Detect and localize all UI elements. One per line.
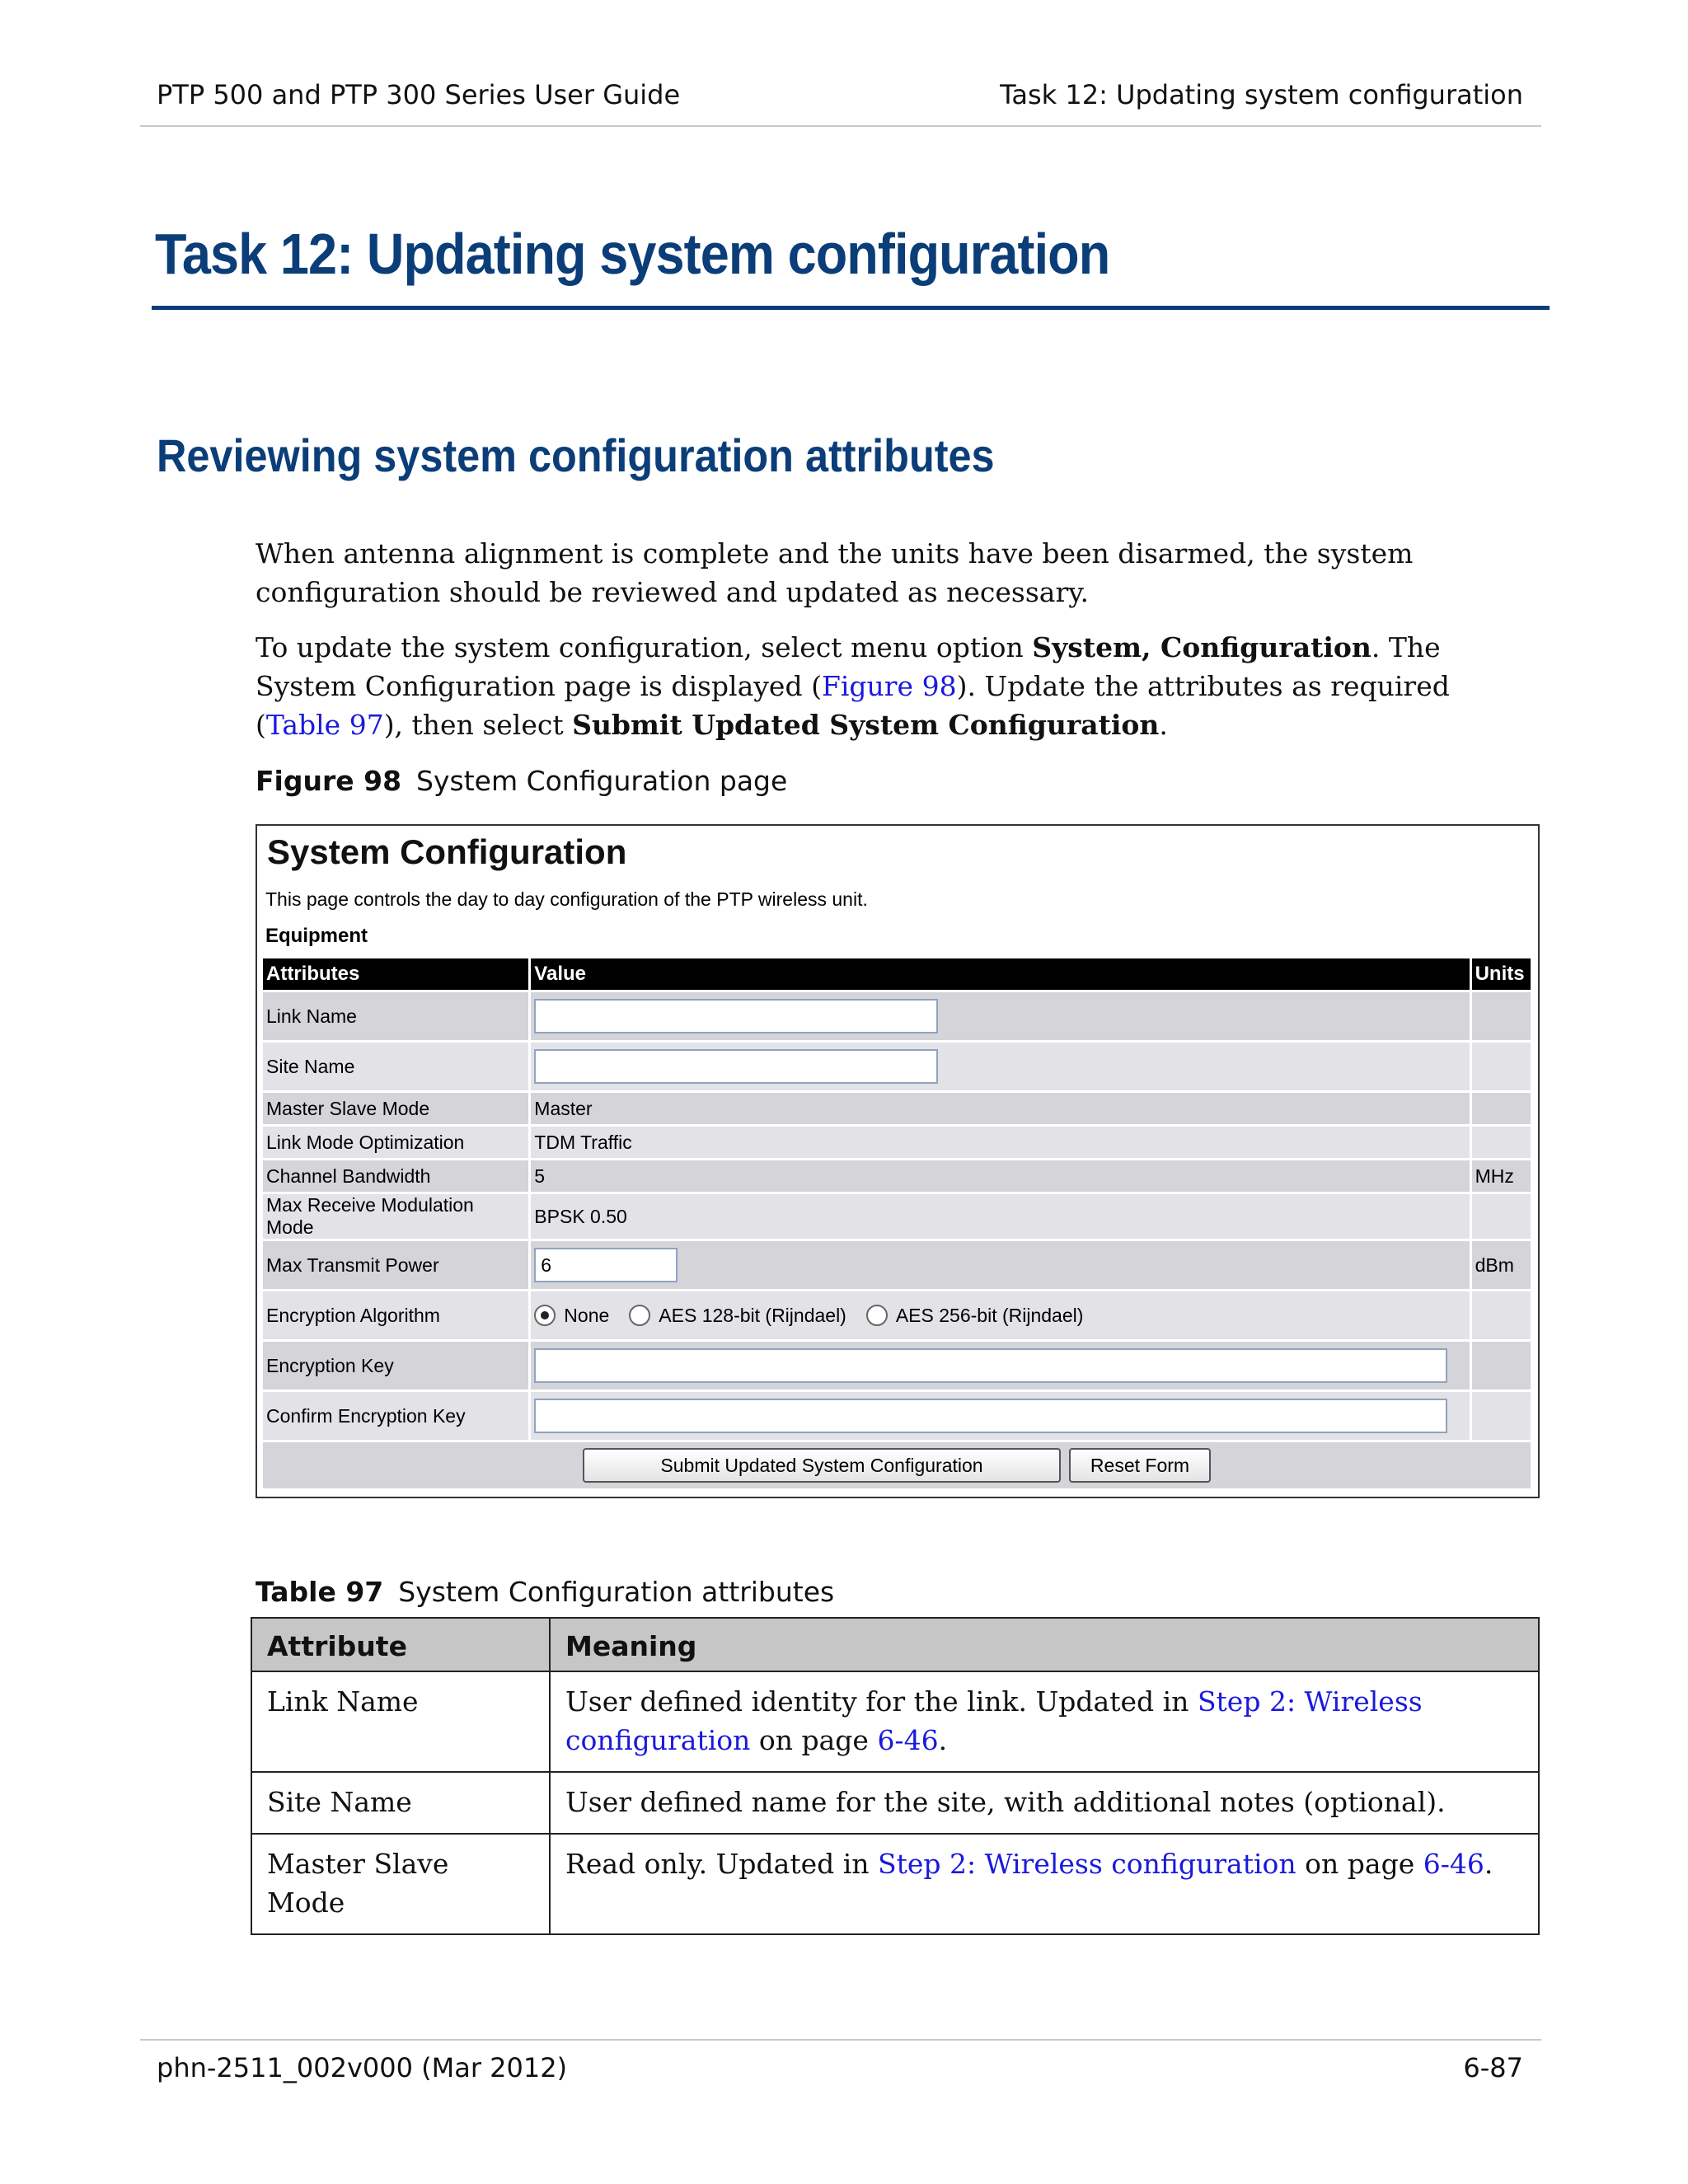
- page-number: 6-87: [1463, 2052, 1523, 2083]
- footer-document-id: phn-2511_002v000 (Mar 2012): [157, 2052, 568, 2083]
- radio-aes-128-label: AES 128-bit (Rijndael): [659, 1304, 846, 1326]
- row-master-slave-mode: [263, 1093, 1531, 1124]
- max-transmit-power-input[interactable]: [534, 1248, 678, 1282]
- table-97-link[interactable]: Table 97: [265, 709, 384, 741]
- row-channel-bandwidth: [263, 1160, 1531, 1192]
- figure-caption: Figure 98 System Configuration page: [256, 765, 788, 797]
- value-link-mode-optimization: TDM Traffic: [531, 1127, 1469, 1158]
- unit-link-mode-optimization: [1472, 1127, 1531, 1158]
- link-name-input[interactable]: [534, 999, 938, 1033]
- meaning-cell: User defined identity for the link. Updated in Step 2: Wireless configuration on page 6-46.: [550, 1671, 1539, 1772]
- page-link[interactable]: 6-46: [877, 1724, 939, 1756]
- label-encryption-algorithm: Encryption Algorithm: [263, 1291, 528, 1339]
- intro-paragraph: When antenna alignment is complete and the units have been disarmed, the system configuration should be reviewed and updated as necessary.: [256, 537, 1414, 608]
- step-2-link[interactable]: Step 2: Wireless configuration: [565, 1685, 1423, 1756]
- unit-channel-bandwidth: MHz: [1472, 1160, 1531, 1192]
- encryption-key-input[interactable]: [534, 1348, 1447, 1383]
- row-confirm-encryption-key: [263, 1392, 1531, 1440]
- attribute-cell: Link Name: [251, 1671, 550, 1772]
- instructions-paragraph: To update the system configuration, select menu option System, Configuration. The System Configuration page is displayed (Figure 98). Update the attributes as required (Table 97), then select Submit Updated System Configuration.: [256, 631, 1450, 741]
- button-row: [263, 1442, 1531, 1488]
- unit-max-transmit-power: dBm: [1472, 1241, 1531, 1289]
- label-master-slave-mode: Master Slave Mode: [263, 1093, 528, 1124]
- label-site-name: Site Name: [263, 1043, 528, 1090]
- site-name-input[interactable]: [534, 1049, 938, 1084]
- meaning-cell: User defined name for the site, with additional notes (optional).: [550, 1772, 1539, 1834]
- reset-form-button[interactable]: Reset Form: [1069, 1448, 1211, 1483]
- confirm-encryption-key-input[interactable]: [534, 1399, 1447, 1433]
- screen-description: This page controls the day to day configuration of the PTP wireless unit.: [265, 888, 868, 910]
- label-channel-bandwidth: Channel Bandwidth: [263, 1160, 528, 1192]
- unit-confirm-encryption-key: [1472, 1392, 1531, 1440]
- label-confirm-encryption-key: Confirm Encryption Key: [263, 1392, 528, 1440]
- attribute-cell: Site Name: [251, 1772, 550, 1834]
- attribute-cell: Master Slave Mode: [251, 1834, 550, 1934]
- submit-option-text: Submit Updated System Configuration: [572, 709, 1160, 741]
- unit-encryption-key: [1472, 1342, 1531, 1390]
- radio-aes-256-label: AES 256-bit (Rijndael): [895, 1304, 1084, 1326]
- row-encryption-algorithm: [263, 1291, 1531, 1339]
- unit-link-name: [1472, 992, 1531, 1040]
- radio-aes-256[interactable]: [866, 1305, 888, 1326]
- value-master-slave-mode: Master: [531, 1093, 1469, 1124]
- table-row: [251, 1834, 1539, 1934]
- title-rule: [152, 306, 1550, 310]
- column-attributes: Attributes: [263, 958, 528, 990]
- attributes-table: [251, 1617, 1540, 1935]
- label-max-transmit-power: Max Transmit Power: [263, 1241, 528, 1289]
- unit-encryption-algorithm: [1472, 1291, 1531, 1339]
- label-link-mode-optimization: Link Mode Optimization: [263, 1127, 528, 1158]
- step-2-link[interactable]: Step 2: Wireless configuration: [878, 1848, 1296, 1880]
- table-row: [251, 1772, 1539, 1834]
- figure-98-link[interactable]: Figure 98: [821, 670, 957, 702]
- encryption-algorithm-radio-group: [534, 1305, 1465, 1327]
- header-rule: [140, 125, 1541, 127]
- header-attribute: Attribute: [251, 1618, 550, 1671]
- unit-site-name: [1472, 1043, 1531, 1090]
- page-link[interactable]: 6-46: [1423, 1848, 1484, 1880]
- row-site-name: [263, 1043, 1531, 1090]
- unit-master-slave-mode: [1472, 1093, 1531, 1124]
- column-value: Value: [531, 958, 1469, 990]
- row-link-mode-optimization: [263, 1127, 1531, 1158]
- page-title: Task 12: Updating system configuration: [155, 222, 1110, 286]
- section-title: Reviewing system configuration attributes: [157, 429, 995, 481]
- configuration-table: [260, 956, 1533, 1491]
- table-row: [251, 1671, 1539, 1772]
- value-channel-bandwidth: 5: [531, 1160, 1469, 1192]
- unit-max-receive-modulation: [1472, 1194, 1531, 1239]
- menu-option-text: System, Configuration: [1032, 631, 1372, 663]
- table-caption: Table 97 System Configuration attributes: [256, 1576, 835, 1608]
- footer-rule: [140, 2039, 1541, 2041]
- header-chapter-title: Task 12: Updating system configuration: [1000, 79, 1523, 110]
- submit-configuration-button[interactable]: Submit Updated System Configuration: [583, 1448, 1061, 1483]
- screen-title: System Configuration: [267, 832, 627, 871]
- label-link-name: Link Name: [263, 992, 528, 1040]
- radio-none-label: None: [564, 1304, 610, 1326]
- header-meaning: Meaning: [550, 1618, 1539, 1671]
- radio-aes-128[interactable]: [629, 1305, 650, 1326]
- equipment-group-label: Equipment: [265, 925, 368, 947]
- row-max-receive-modulation: [263, 1194, 1531, 1239]
- label-encryption-key: Encryption Key: [263, 1342, 528, 1390]
- row-encryption-key: [263, 1342, 1531, 1390]
- system-configuration-screenshot: [256, 824, 1540, 1498]
- header-guide-title: PTP 500 and PTP 300 Series User Guide: [157, 79, 681, 110]
- row-max-transmit-power: [263, 1241, 1531, 1289]
- row-link-name: [263, 992, 1531, 1040]
- column-units: Units: [1472, 958, 1531, 990]
- label-max-receive-modulation: Max Receive Modulation Mode: [263, 1194, 528, 1239]
- value-max-receive-modulation: BPSK 0.50: [531, 1194, 1469, 1239]
- radio-none[interactable]: [534, 1305, 556, 1326]
- meaning-cell: Read only. Updated in Step 2: Wireless configuration on page 6-46.: [550, 1834, 1539, 1934]
